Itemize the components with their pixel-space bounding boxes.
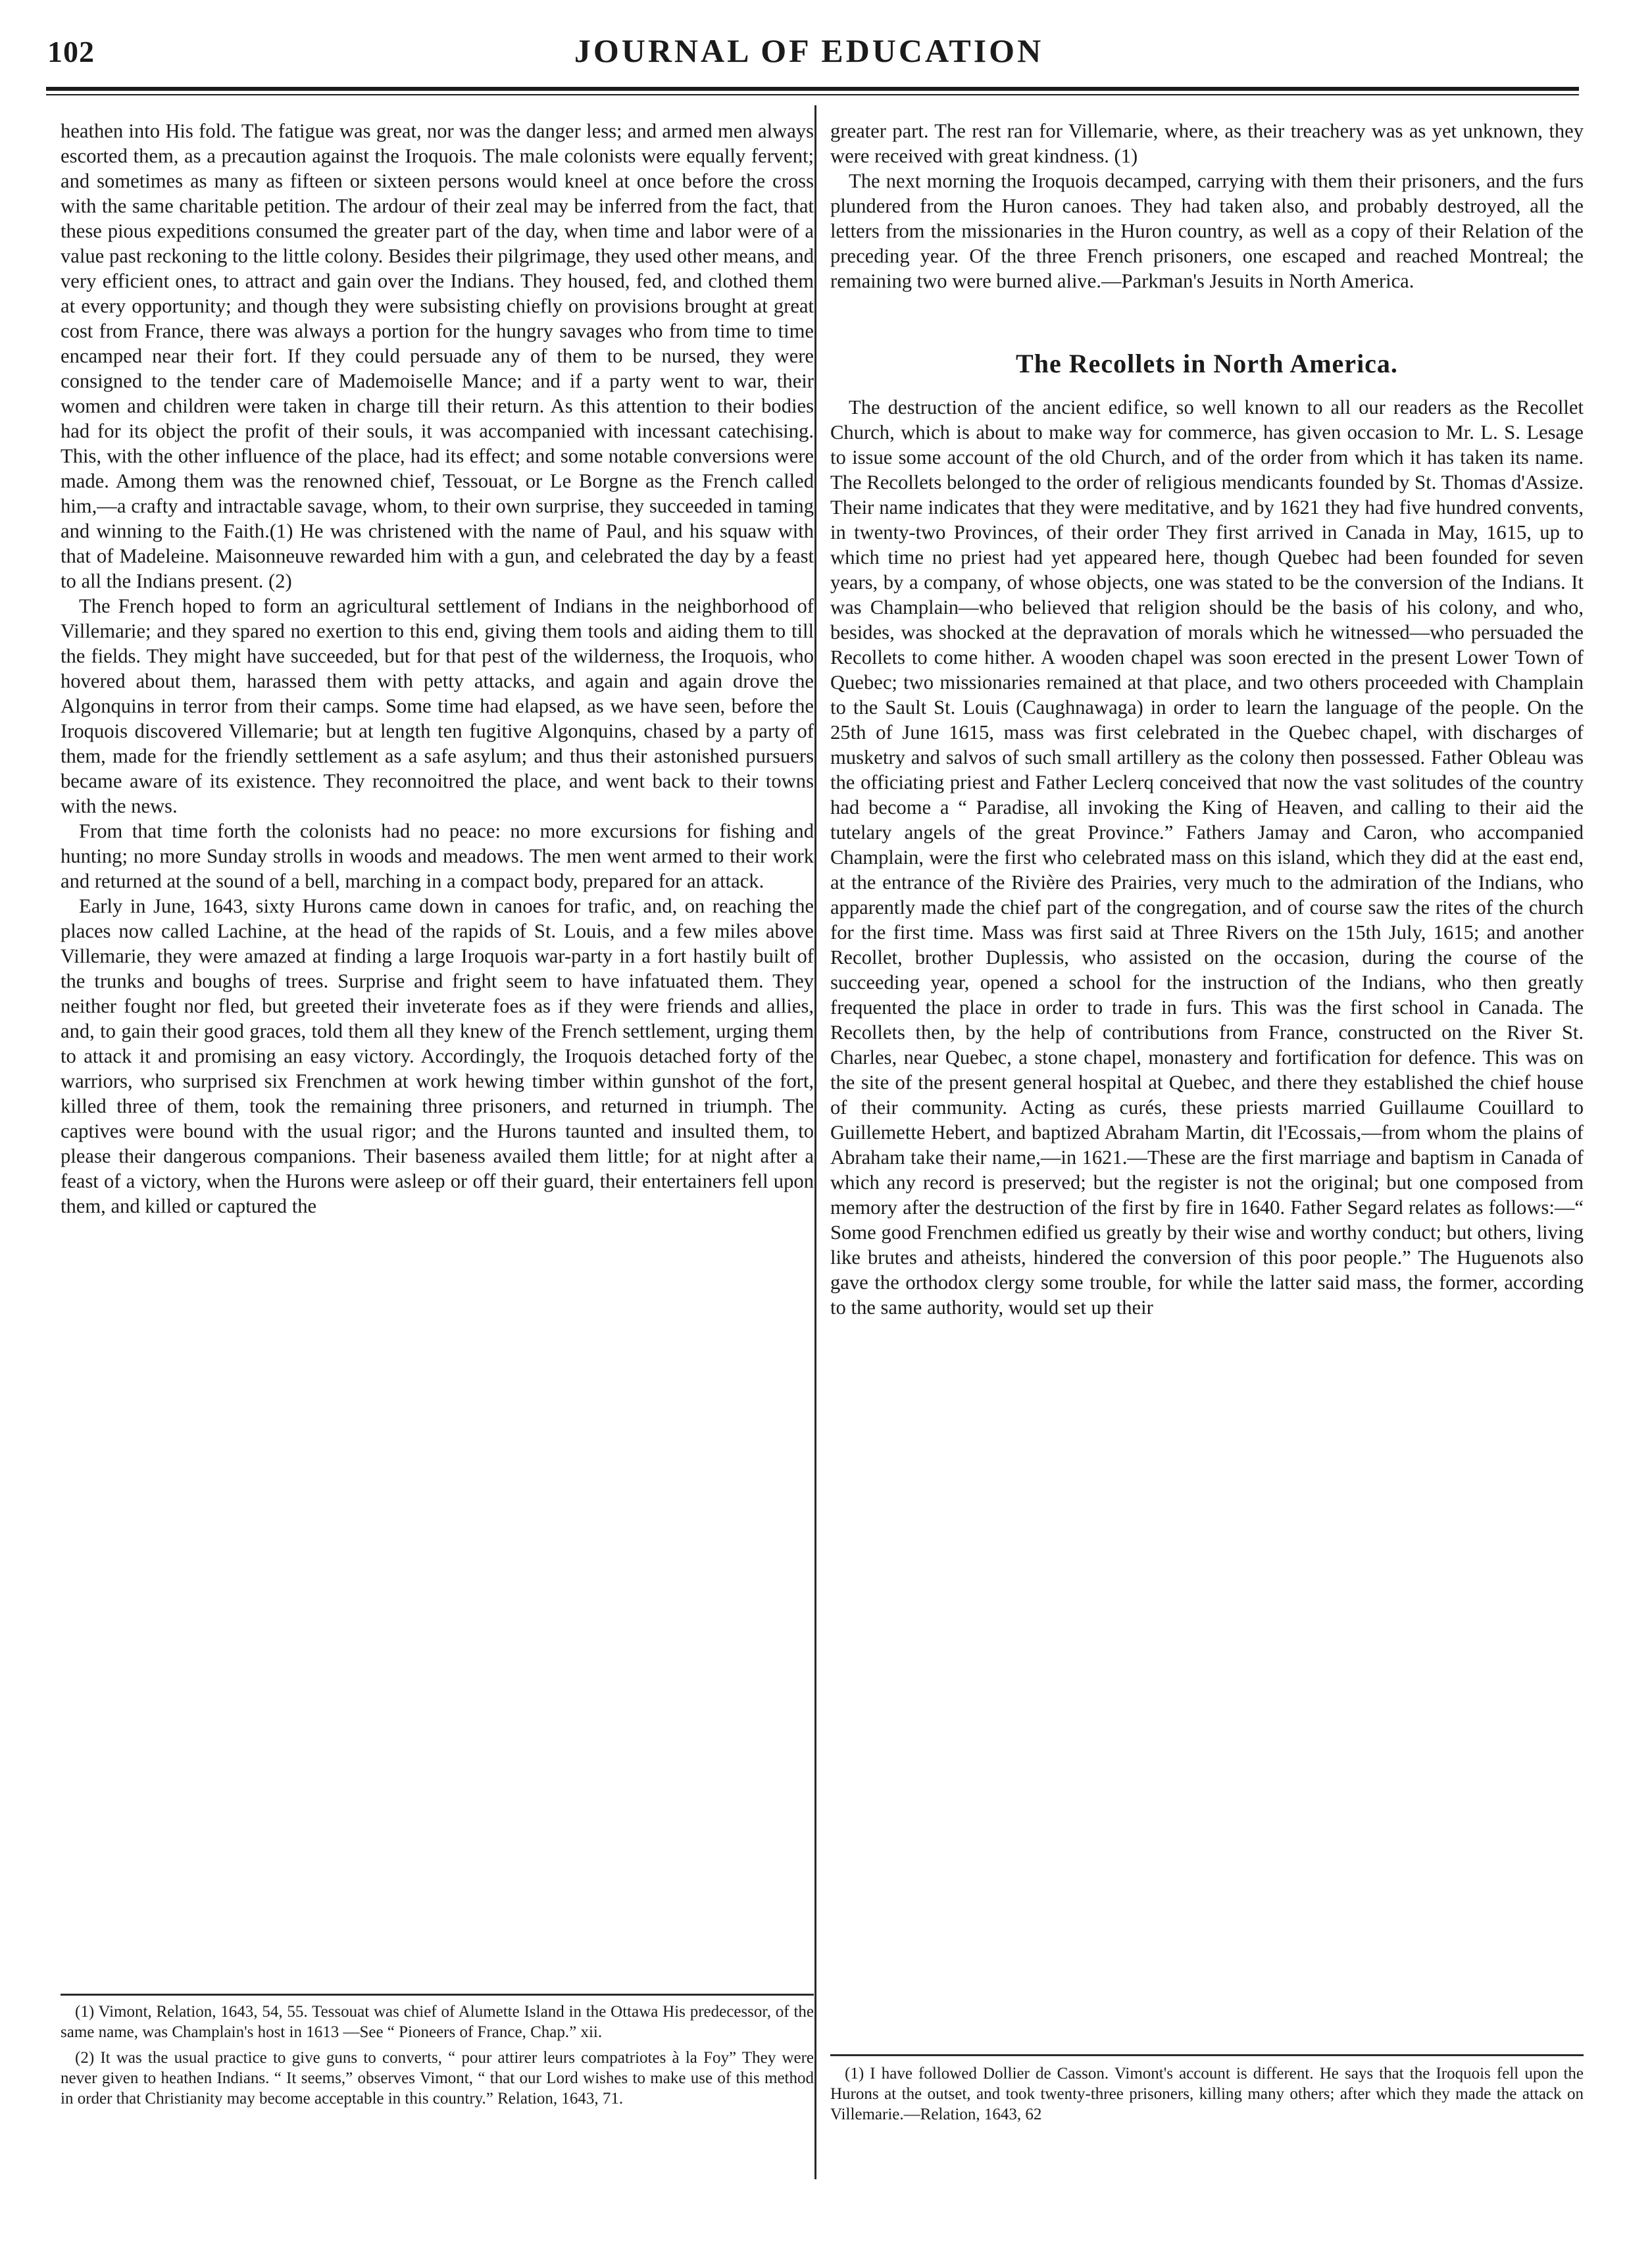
journal-title: JOURNAL OF EDUCATION: [574, 32, 1044, 69]
left-column: [61, 118, 814, 1219]
footnote-rule-right: [830, 2054, 1584, 2056]
right-paragraph-2: The next morning the Iroquois decamped, carrying with them their prisoners, and the furs plundered from the Huron canoes. They had taken also, and probably destroyed, all the letters from the missionaries in the Huron country, as well as a copy of their Relation of the preceding year. Of the three French prisoners, one escaped and reached Montreal; the remaining two were burned alive.—Parkman's Jesuits in North America.: [830, 170, 1584, 292]
left-paragraph-4: Early in June, 1643, sixty Hurons came down in canoes for trafic, and, on reaching the places now called Lachine, at the head of the rapids of St. Louis, and a few miles above Villemarie, they were amazed at finding a large Iroquois war-party in a fort hastily built of the trunks and boughs of trees. Surprise and fright seem to have infatuated them. They neither fought nor fled, but greeted their inveterate foes as if they were friends and allies, and, to gain their good graces, told them all they knew of the French settlement, urging them to attack it and promising an easy victory. Accordingly, the Iroquois detached forty of the warriors, who surprised six Frenchmen at work hewing timber within gunshot of the fort, killed three of them, took the remaining three prisoners, and returned in triumph. The captives were bound with the usual rigor; and the Hurons taunted and insulted them, to please their dangerous companions. Their baseness availed them little; for at night after a feast of a victory, when the Hurons were asleep or off their guard, their entertainers fell upon them, and killed or captured the: [61, 895, 814, 1217]
footnotes-right: [830, 2063, 1584, 2130]
footnote-right-1: (1) I have followed Dollier de Casson. Vimont's account is different. He says that the Iroquois fell upon the Hurons at the outset, and took twenty-three prisoners, killing many others; after which they made the attack on Villemarie.—Relation, 1643, 62: [830, 2065, 1584, 2123]
footnote-left-1: (1) Vimont, Relation, 1643, 54, 55. Tessouat was chief of Alumette Island in the Ottawa His predecessor, of the same name, was Champlain's host in 1613 —See “ Pioneers of France, Chap.” xii.: [61, 2003, 814, 2041]
footnote-rule-left: [61, 1994, 814, 1996]
section-heading: The Recollets in North America.: [1016, 349, 1398, 378]
left-paragraph-2: The French hoped to form an agricultural settlement of Indians in the neighborhood of Villemarie; and they spared no exertion to this end, giving them tools and aiding them to till the fields. They might have succeeded, but for that pest of the wilderness, the Iroquois, who hovered about them, harassed them with petty attacks, and again and again drove the Algonquins in terror from their camps. Some time had elapsed, as we have seen, before the Iroquois discovered Villemarie; but at length ten fugitive Algonquins, chased by a party of them, made for the friendly settlement as a safe asylum; and thus their astonished pursuers became aware of its existence. They reconnoitred the place, and went back to their towns with the news.: [61, 595, 814, 817]
right-paragraph-3: The destruction of the ancient edifice, so well known to all our readers as the Recollet Church, which is about to make way for commerce, has given occasion to Mr. L. S. Lesage to issue some account of the old Church, and of the order from which it has taken its name. The Recollets belonged to the order of religious mendicants founded by St. Thomas d'Assize. Their name indicates that they were meditative, and by 1621 they had five hundred convents, in twenty-two Provinces, of their order They first arrived in Canada in May, 1615, up to which time no priest had yet appeared here, though Quebec had been founded for seven years, by a company, of whose objects, one was stated to be the conversion of the Indians. It was Champlain—who believed that religion should be the basis of his colony, and who, besides, was shocked at the depravation of morals which he witnessed—who persuaded the Recollets to come hither. A wooden chapel was soon erected in the present Lower Town of Quebec; two missionaries remained at that place, and two others proceeded with Champlain to the Sault St. Louis (Caughnawaga) in order to learn the language of the people. On the 25th of June 1615, mass was first celebrated in the Quebec chapel, with discharges of musketry and salvos of such small artillery as the colony then possessed. Father Obleau was the officiating priest and Father Leclerq conceived that now the vast solitudes of the country had become a “ Paradise, all invoking the King of Heaven, and calling to their aid the tutelary angels of the great Province.” Fathers Jamay and Caron, who accompanied Champlain, were the first who celebrated mass on this island, which they did at the east end, at the entrance of the Rivière des Prairies, very much to the admiration of the Indians, who apparently made the chief part of the congregation, and of course saw the rites of the church for the first time. Mass was first said at Three Rivers on the 15th July, 1615; and another Recollet, brother Duplessis, who assisted on the occasion, during the course of the succeeding year, opened a school for the instruction of the Indians, who then greatly frequented the place in order to trade in furs. This was the first school in Canada. The Recollets then, by the help of contributions from France, constructed on the River St. Charles, near Quebec, a stone chapel, monastery and fortification for defence. This was on the site of the present general hospital at Quebec, and there they established the chief house of their community. Acting as curés, these priests married Guillaume Couillard to Guillemette Hebert, and baptized Abraham Martin, dit l'Ecossais,—from whom the plains of Abraham take their name,—in 1621.—These are the first marriage and baptism in Canada of which any record is preserved; but the register is not the original; but one composed from memory after the destruction of the first by fire in 1640. Father Segard relates as follows:—“ Some good Frenchmen edified us greatly by their wise and worthy conduct; but others, living like brutes and atheists, hindered the conversion of this poor people.” The Huguenots also gave the orthodox clergy some trouble, for while the latter said mass, the former, according to the same authority, would set up their: [830, 396, 1584, 1319]
footnotes-left: [61, 2002, 814, 2114]
right-paragraph-1: greater part. The rest ran for Villemarie, where, as their treachery was as yet unknown, they were received with great kindness. (1): [830, 120, 1584, 167]
footnote-left-2: (2) It was the usual practice to give guns to converts, “ pour attirer leurs compatriotes à la Foy” They were never given to heathen Indians. “ It seems,” observes Vimont, “ that our Lord wishes to make use of this method in order that Christianity may become acceptable in this country.” Relation, 1643, 71.: [61, 2049, 814, 2108]
column-divider: [814, 105, 816, 2179]
right-column: [830, 118, 1584, 1320]
left-paragraph-3: From that time forth the colonists had no peace: no more excursions for fishing and hunting; no more Sunday strolls in woods and meadows. The men went armed to their work and returned at the sound of a bell, marching in a compact body, prepared for an attack.: [61, 820, 814, 892]
page-number: 102: [47, 35, 95, 68]
page-header: [41, 25, 1577, 78]
header-rule-thin: [46, 94, 1579, 95]
left-paragraph-1: heathen into His fold. The fatigue was great, nor was the danger less; and armed men always escorted them, as a precaution against the Iroquois. The male colonists were equally fervent; and sometimes as many as fifteen or sixteen persons would kneel at once before the cross with the same charitable petition. The ardour of their zeal may be inferred from the fact, that these pious expeditions consumed the greater part of the day, when time and labor were of a value past reckoning to the little colony. Besides their pilgrimage, they used other means, and very efficient ones, to attract and gain over the Indians. They housed, fed, and clothed them at every opportunity; and though they were subsisting chiefly on provisions brought at great cost from France, there was always a portion for the hungry savages who from time to time encamped near their fort. If they could persuade any of them to be nursed, they were consigned to the tender care of Mademoiselle Mance; and if a party went to war, their women and children were taken in charge till their return. As this attention to their bodies had for its object the profit of their souls, it was accompanied with incessant catechising. This, with the other influence of the place, had its effect; and some notable conversions were made. Among them was the renowned chief, Tessouat, or Le Borgne as the French called him,—a crafty and intractable savage, whom, to their own surprise, they succeeded in taming and winning to the Faith.(1) He was christened with the name of Paul, and his squaw with that of Madeleine. Maisonneuve rewarded him with a gun, and celebrated the day by a feast to all the Indians present. (2): [61, 120, 814, 592]
header-rule-thick: [46, 87, 1579, 91]
